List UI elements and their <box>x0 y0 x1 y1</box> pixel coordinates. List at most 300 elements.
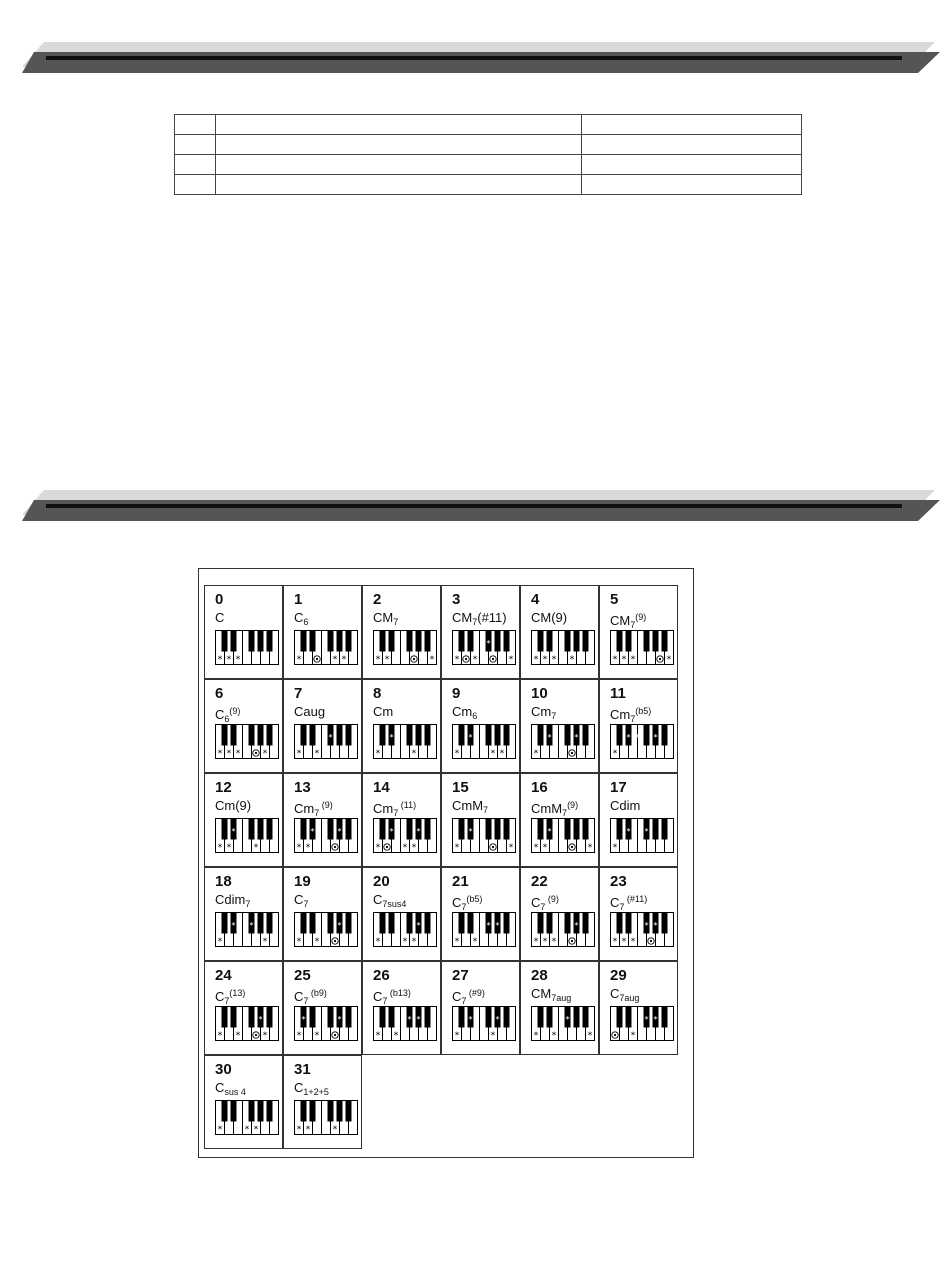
keyboard-diagram <box>215 818 279 853</box>
chord-number: 26 <box>373 967 390 984</box>
black-key <box>222 913 228 934</box>
black-key <box>486 725 492 746</box>
black-key <box>565 819 571 840</box>
chord-name-subscript: 7 <box>224 996 230 1006</box>
note-marker: * <box>262 937 268 947</box>
chord-name-base: CM <box>610 613 631 628</box>
black-key <box>504 631 510 652</box>
note-marker: * <box>468 827 473 836</box>
note-marker: * <box>542 843 548 853</box>
note-marker: * <box>635 733 640 742</box>
chord-cell <box>362 679 441 773</box>
black-key <box>459 913 465 934</box>
note-marker: * <box>612 655 618 665</box>
chord-number: 4 <box>531 591 540 608</box>
note-marker: * <box>296 937 302 947</box>
note-marker: * <box>341 655 347 665</box>
chord-name-superscript: (9) <box>319 800 333 810</box>
table-cell <box>216 175 582 195</box>
note-marker: * <box>490 1031 496 1041</box>
chord-name-subscript: 7 <box>303 899 309 909</box>
chord-name-subscript: 6 <box>303 617 309 627</box>
black-key <box>425 725 431 746</box>
black-key <box>617 725 623 746</box>
chord-number: 22 <box>531 873 548 890</box>
black-key <box>346 913 352 934</box>
chord-name <box>215 892 250 912</box>
black-key <box>626 1007 632 1028</box>
black-key <box>653 819 659 840</box>
chord-cell <box>520 867 599 961</box>
black-key <box>380 631 386 652</box>
note-marker: * <box>305 843 311 853</box>
black-key <box>222 819 228 840</box>
chord-name <box>531 986 571 1006</box>
chord-name-subscript: 6 <box>472 711 478 721</box>
keyboard-diagram <box>610 630 674 665</box>
chord-cell <box>599 961 678 1055</box>
keyboard-diagram <box>294 912 358 947</box>
black-key <box>310 725 316 746</box>
black-key <box>328 913 334 934</box>
chord-name-superscript: (11) <box>398 800 417 810</box>
chord-name-base: C <box>452 989 462 1004</box>
chord-name <box>373 704 393 719</box>
chord-name-base: C <box>531 895 541 910</box>
chord-cell <box>362 867 441 961</box>
table-cell <box>216 135 582 155</box>
black-key <box>346 725 352 746</box>
black-key <box>662 819 668 840</box>
note-marker: * <box>621 655 627 665</box>
black-key <box>231 725 237 746</box>
black-key <box>328 631 334 652</box>
chord-cell <box>283 585 362 679</box>
chord-name <box>531 704 556 724</box>
chord-number: 13 <box>294 779 311 796</box>
table-cell <box>582 115 802 135</box>
note-marker: * <box>612 749 618 759</box>
chord-number: 6 <box>215 685 224 702</box>
black-key <box>267 1101 273 1122</box>
black-key <box>617 1007 623 1028</box>
chord-name-superscript: (9) <box>567 800 579 810</box>
keyboard-diagram <box>373 818 437 853</box>
black-key <box>583 1007 589 1028</box>
note-marker: * <box>653 733 658 742</box>
chord-cell <box>204 961 283 1055</box>
black-key <box>301 631 307 652</box>
note-marker: * <box>375 1031 381 1041</box>
black-key <box>583 631 589 652</box>
note-marker: * <box>644 921 649 930</box>
chord-number: 9 <box>452 685 461 702</box>
table-cell <box>216 155 582 175</box>
note-marker: * <box>429 655 435 665</box>
black-key <box>301 1101 307 1122</box>
chord-cell <box>520 679 599 773</box>
chord-name-superscript: (b9) <box>308 988 327 998</box>
note-marker: * <box>416 1015 421 1024</box>
chord-number: 17 <box>610 779 627 796</box>
note-marker: * <box>653 1015 658 1024</box>
chord-name-base: C <box>373 989 383 1004</box>
keyboard-diagram <box>373 630 437 665</box>
chord-name-subscript: 7 <box>472 617 478 627</box>
black-key <box>231 1007 237 1028</box>
black-key <box>626 631 632 652</box>
chord-number: 0 <box>215 591 224 608</box>
table-cell <box>582 175 802 195</box>
note-marker: * <box>296 1125 302 1135</box>
table-cell <box>175 155 216 175</box>
keyboard-diagram <box>294 1100 358 1135</box>
chord-name <box>610 986 639 1006</box>
chord-name <box>373 610 398 630</box>
note-marker: * <box>296 749 302 759</box>
note-marker: * <box>472 655 478 665</box>
chord-number: 3 <box>452 591 461 608</box>
black-key <box>346 1101 352 1122</box>
note-marker: * <box>231 827 236 836</box>
keyboard-diagram <box>452 724 516 759</box>
chord-cell <box>283 1055 362 1149</box>
chord-cell <box>283 867 362 961</box>
black-key <box>617 819 623 840</box>
note-marker: * <box>644 1015 649 1024</box>
chord-name-base: C <box>215 707 225 722</box>
chord-name-base: Cm <box>531 704 552 719</box>
black-key <box>310 1007 316 1028</box>
black-key <box>583 725 589 746</box>
note-marker: * <box>301 1015 306 1024</box>
note-marker: * <box>411 843 417 853</box>
black-key <box>547 631 553 652</box>
black-key <box>249 1007 255 1028</box>
chord-name-subscript: 7 <box>314 808 320 818</box>
note-marker: * <box>626 733 631 742</box>
table-cell <box>175 175 216 195</box>
chord-name-suffix: (#11) <box>477 610 507 625</box>
keyboard-diagram <box>373 724 437 759</box>
black-key <box>222 725 228 746</box>
chord-name-subscript: sus 4 <box>224 1087 246 1097</box>
note-marker: * <box>574 733 579 742</box>
note-marker: * <box>486 921 491 930</box>
chord-name-base: C <box>294 989 304 1004</box>
chord-cell <box>204 585 283 679</box>
keyboard-diagram <box>373 912 437 947</box>
note-marker: * <box>375 655 381 665</box>
keyboard-diagram <box>452 818 516 853</box>
chord-name <box>294 610 308 630</box>
chord-name <box>610 798 640 813</box>
note-marker: * <box>402 843 408 853</box>
black-key <box>459 819 465 840</box>
note-marker: * <box>226 843 232 853</box>
note-marker: * <box>547 827 552 836</box>
chord-number: 31 <box>294 1061 311 1078</box>
keyboard-diagram <box>610 818 674 853</box>
note-marker: * <box>328 733 333 742</box>
chord-name-base: CM(9) <box>531 610 568 625</box>
black-key <box>538 913 544 934</box>
note-marker: * <box>253 843 259 853</box>
note-marker: * <box>375 937 381 947</box>
note-marker: * <box>258 1015 263 1024</box>
black-key <box>644 725 650 746</box>
table-row <box>175 155 802 175</box>
black-key <box>583 819 589 840</box>
chord-name-base: C <box>294 1080 304 1095</box>
chord-cell <box>599 679 678 773</box>
chord-name-base: CM <box>373 610 394 625</box>
note-marker: * <box>217 655 223 665</box>
keyboard-diagram <box>452 912 516 947</box>
note-marker: * <box>454 843 460 853</box>
chord-name-base: C <box>215 1080 225 1095</box>
black-key <box>389 1007 395 1028</box>
note-marker: * <box>490 749 496 759</box>
black-key <box>267 631 273 652</box>
chord-cell <box>283 773 362 867</box>
note-marker: * <box>454 655 460 665</box>
chord-number: 29 <box>610 967 627 984</box>
chord-name-base: Cdim <box>610 798 641 813</box>
black-key <box>310 1101 316 1122</box>
chord-name <box>215 610 224 625</box>
note-marker: * <box>630 1031 636 1041</box>
chord-name-superscript: (#9) <box>466 988 485 998</box>
note-marker: * <box>235 655 241 665</box>
chord-number: 5 <box>610 591 619 608</box>
black-key <box>662 1007 668 1028</box>
note-marker: * <box>217 1031 223 1041</box>
keyboard-diagram <box>531 724 595 759</box>
table-cell <box>582 155 802 175</box>
note-marker: * <box>542 655 548 665</box>
black-key <box>249 725 255 746</box>
note-marker: * <box>226 749 232 759</box>
chord-name-subscript: 7 <box>483 805 489 815</box>
chord-name-base: C <box>294 610 304 625</box>
note-marker: * <box>314 1031 320 1041</box>
chord-name <box>452 798 488 818</box>
note-marker: * <box>314 749 320 759</box>
note-marker: * <box>508 655 514 665</box>
note-marker: * <box>569 655 575 665</box>
chord-name-subscript: 7aug <box>619 993 640 1003</box>
note-marker: * <box>389 733 394 742</box>
black-key <box>565 913 571 934</box>
chord-name-base: Cm <box>294 801 315 816</box>
black-key <box>301 819 307 840</box>
note-marker: * <box>612 937 618 947</box>
black-key <box>337 725 343 746</box>
black-key <box>380 725 386 746</box>
chord-number: 24 <box>215 967 232 984</box>
keyboard-diagram <box>215 724 279 759</box>
chord-name-subscript: 7 <box>382 996 388 1006</box>
black-key <box>459 725 465 746</box>
chord-name-base: CM <box>531 986 552 1001</box>
chord-name <box>215 1080 246 1100</box>
note-marker: * <box>551 937 557 947</box>
chord-name-subscript: 7 <box>551 711 557 721</box>
note-marker: * <box>337 921 342 930</box>
black-key <box>249 819 255 840</box>
chord-cell <box>204 1055 283 1149</box>
black-key <box>468 631 474 652</box>
keyboard-diagram <box>294 1006 358 1041</box>
note-marker: * <box>551 1031 557 1041</box>
black-key <box>486 1007 492 1028</box>
chord-number: 1 <box>294 591 303 608</box>
note-marker: * <box>393 1031 399 1041</box>
black-key <box>407 725 413 746</box>
black-key <box>425 1007 431 1028</box>
black-key <box>547 913 553 934</box>
note-marker: * <box>217 1125 223 1135</box>
note-marker: * <box>314 937 320 947</box>
chord-name <box>373 892 406 912</box>
note-marker: * <box>499 749 505 759</box>
note-marker: * <box>407 1015 412 1024</box>
table-cell <box>175 135 216 155</box>
chord-name <box>452 610 507 630</box>
note-marker: * <box>217 843 223 853</box>
black-key <box>249 1101 255 1122</box>
chord-name <box>294 892 308 912</box>
note-marker: * <box>495 921 500 930</box>
chord-name-base: CmM <box>452 798 484 813</box>
black-key <box>425 819 431 840</box>
note-marker: * <box>454 1031 460 1041</box>
note-marker: * <box>653 921 658 930</box>
note-marker: * <box>542 937 548 947</box>
chord-cell <box>441 773 520 867</box>
note-marker: * <box>231 921 236 930</box>
black-key <box>644 631 650 652</box>
table-cell <box>582 135 802 155</box>
table-row <box>175 115 802 135</box>
keyboard-diagram <box>610 1006 674 1041</box>
note-marker: * <box>508 843 514 853</box>
black-key <box>504 725 510 746</box>
keyboard-diagram <box>531 912 595 947</box>
note-marker: * <box>253 1125 259 1135</box>
black-key <box>504 1007 510 1028</box>
note-marker: * <box>621 937 627 947</box>
black-key <box>459 1007 465 1028</box>
chord-number: 16 <box>531 779 548 796</box>
note-marker: * <box>296 843 302 853</box>
note-marker: * <box>574 921 579 930</box>
chord-name <box>452 704 477 724</box>
black-key <box>425 913 431 934</box>
black-key <box>328 819 334 840</box>
note-marker: * <box>468 733 473 742</box>
note-marker: * <box>495 1015 500 1024</box>
keyboard-diagram <box>215 1006 279 1041</box>
chord-name-base: Cm <box>452 704 473 719</box>
black-key <box>389 913 395 934</box>
keyboard-diagram <box>215 630 279 665</box>
black-key <box>565 631 571 652</box>
note-marker: * <box>533 749 539 759</box>
note-marker: * <box>296 1031 302 1041</box>
black-key <box>538 725 544 746</box>
chord-number: 8 <box>373 685 382 702</box>
black-key <box>486 819 492 840</box>
chord-name-base: C <box>215 610 225 625</box>
note-marker: * <box>533 937 539 947</box>
black-key <box>459 631 465 652</box>
black-key <box>310 913 316 934</box>
chord-number: 2 <box>373 591 382 608</box>
chord-name-subscript: 7 <box>562 808 568 818</box>
black-key <box>662 913 668 934</box>
chord-number: 18 <box>215 873 232 890</box>
chord-cell <box>441 867 520 961</box>
note-marker: * <box>612 843 618 853</box>
chord-name-base: C <box>452 895 462 910</box>
keyboard-diagram <box>215 1100 279 1135</box>
chord-name <box>531 610 567 625</box>
chord-name <box>294 1080 329 1100</box>
note-marker: * <box>533 655 539 665</box>
chord-name-base: CM <box>452 610 473 625</box>
black-key <box>267 1007 273 1028</box>
note-marker: * <box>305 1125 311 1135</box>
note-marker: * <box>486 639 491 648</box>
chord-name-base: CmM <box>531 801 563 816</box>
black-key <box>328 1007 334 1028</box>
chord-name-subscript: 7 <box>461 902 467 912</box>
chord-name-subscript: 6 <box>224 714 230 724</box>
chord-cell <box>520 585 599 679</box>
chord-name-superscript: (13) <box>229 988 246 998</box>
black-key <box>538 631 544 652</box>
chord-cell <box>599 585 678 679</box>
black-key <box>337 631 343 652</box>
black-key <box>380 1007 386 1028</box>
black-key <box>301 913 307 934</box>
keyboard-diagram <box>610 724 674 759</box>
black-key <box>583 913 589 934</box>
black-key <box>231 1101 237 1122</box>
chord-number: 11 <box>610 685 626 702</box>
chord-name-subscript: 7aug <box>551 993 572 1003</box>
black-key <box>346 1007 352 1028</box>
chord-name-superscript: (b5) <box>466 894 483 904</box>
keyboard-diagram <box>452 1006 516 1041</box>
chord-name-subscript: 7 <box>461 996 467 1006</box>
note-marker: * <box>565 1015 570 1024</box>
black-key <box>495 819 501 840</box>
chord-name-base: C <box>610 895 620 910</box>
chord-number: 15 <box>452 779 469 796</box>
chord-name-subscript: 7 <box>630 620 636 630</box>
black-key <box>538 819 544 840</box>
note-marker: * <box>226 655 232 665</box>
chord-name-base: Cm <box>610 707 631 722</box>
chord-name-base: Cdim <box>215 892 246 907</box>
black-key <box>574 631 580 652</box>
chord-name-subscript: 7 <box>303 996 309 1006</box>
note-marker: * <box>416 921 421 930</box>
chord-name-subscript: 7 <box>393 808 399 818</box>
